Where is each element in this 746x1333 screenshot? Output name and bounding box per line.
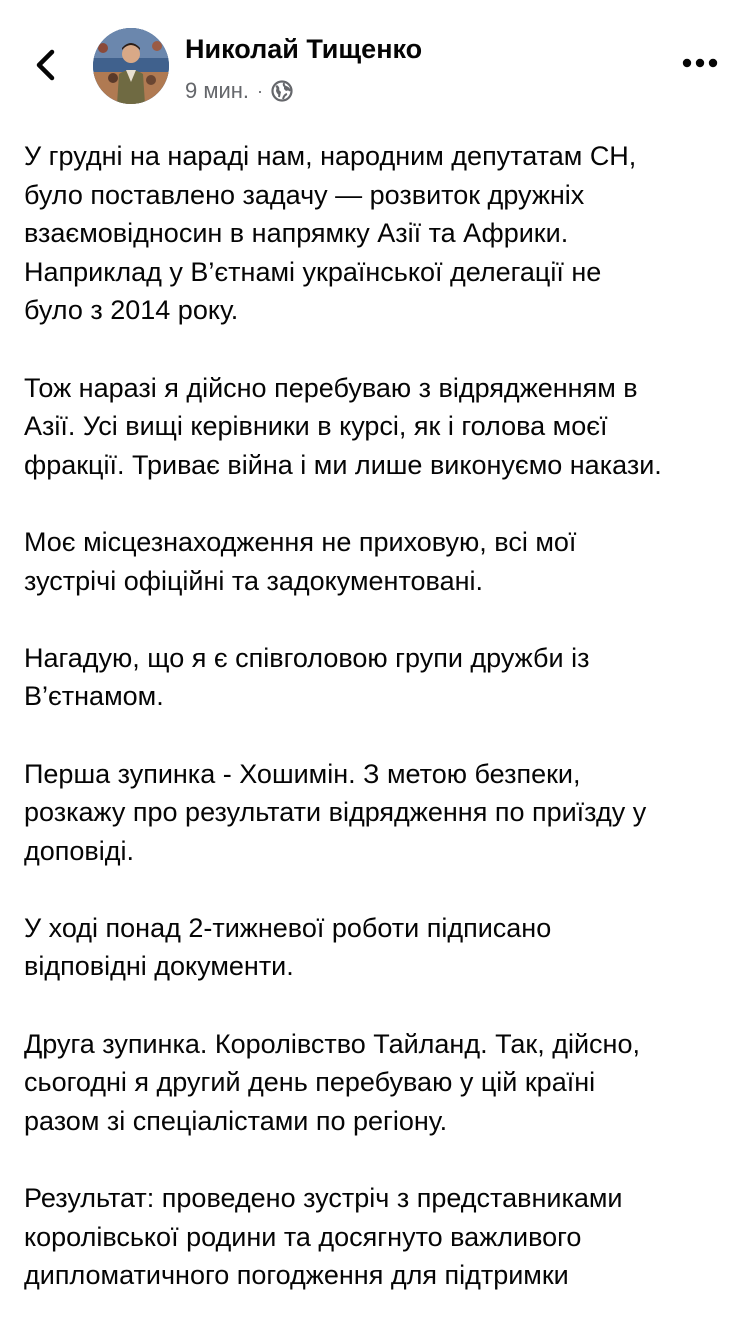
- post-text: [24, 137, 736, 1333]
- post-paragraph: Друга зупинка. Королівство Тайланд. Так, дійсно, сьогодні я другий день перебуваю у цій країні разом зі спеціалістами по регіону.: [24, 1028, 640, 1136]
- post-header: [0, 0, 746, 120]
- globe-icon[interactable]: [271, 80, 293, 102]
- post-paragraph: Моє місцезнаходження не приховую, всі мої зустрічі офіційні та задокументовані.: [24, 526, 577, 596]
- post-paragraph: Тож наразі я дійсно перебуваю з відрядженням в Азії. Усі вищі керівники в курсі, як і голова моєї фракції. Триває війна і ми лише виконуємо накази.: [24, 372, 662, 480]
- post-paragraph: Нагадую, що я є співголовою групи дружби із В’єтнамом.: [24, 642, 590, 712]
- post-paragraph: Перша зупинка - Хошимін. З метою безпеки, розкажу про результати відрядження по приїзду у доповіді.: [24, 758, 647, 866]
- back-button[interactable]: [22, 40, 68, 90]
- chevron-left-icon: [33, 48, 57, 82]
- more-horizontal-icon: [682, 58, 718, 68]
- meta-separator: ·: [257, 80, 264, 101]
- post-paragraph: У ході понад 2-тижневої роботи підписано відповідні документи.: [24, 912, 552, 982]
- author-name[interactable]: Николай Тищенко: [185, 34, 423, 64]
- post-paragraph: У грудні на нараді нам, народним депутатам СН, було поставлено задачу — розвиток дружніх взаємовідносин в напрямку Азії та Африки. Наприклад у В’єтнамі української делегації не було з 2014 року.: [24, 141, 637, 326]
- avatar-photo: [93, 28, 169, 104]
- avatar[interactable]: [93, 28, 169, 104]
- post-paragraph: Результат: проведено зустріч з представниками королівської родини та досягнуто важливого дипломатичного погодження для підтримки: [24, 1183, 623, 1291]
- post-meta: [185, 76, 293, 106]
- post-time[interactable]: 9 мин.: [185, 78, 250, 103]
- more-options-button[interactable]: [676, 48, 724, 78]
